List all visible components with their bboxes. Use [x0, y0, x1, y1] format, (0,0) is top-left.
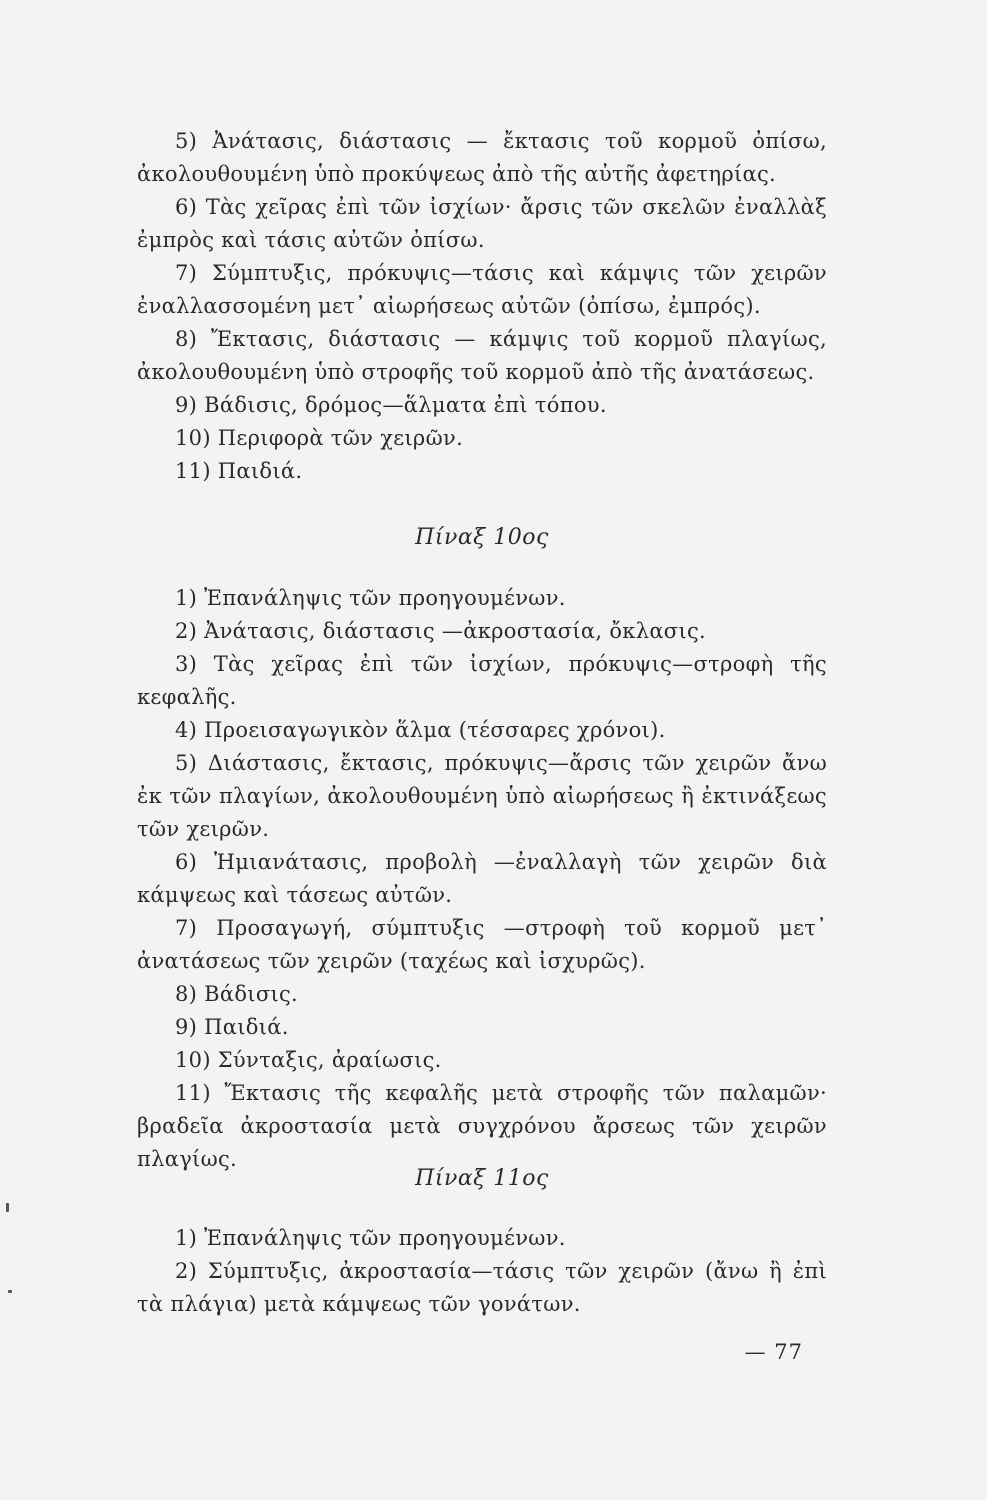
section-heading-table-10: Πίναξ 10ος [415, 525, 549, 550]
list-item: 1) Ἐπανάληψις τῶν προηγουμένων. [175, 586, 566, 610]
list-item: 8) Βάδισις. [175, 982, 299, 1006]
list-item: 5) Ἀνάτασις, διάστασις — ἔκτασις τοῦ κορμοῦ ὀπίσω, ἀκολουθουμένη ὑπὸ προκύψεως ἀπὸ τῆς αὐτῆς ἀφετηρίας. [137, 129, 827, 186]
list-item: 8) Ἔκτασις, διάστασις — κάμψις τοῦ κορμοῦ πλαγίως, ἀκολουθουμένη ὑπὸ στροφῆς τοῦ κορμοῦ ἀπὸ τῆς ἀνατάσεως. [137, 327, 827, 384]
list-item: 2) Σύμπτυξις, ἀκροστασία—τάσις τῶν χειρῶν (ἄνω ἢ ἐπὶ τὰ πλάγια) μετὰ κάμψεως τῶν γονάτων. [137, 1259, 827, 1316]
list-item: 1) Ἐπανάληψις τῶν προηγουμένων. [175, 1226, 566, 1250]
scan-speck [6, 1203, 9, 1212]
exercise-list-table-10 [137, 582, 827, 1176]
list-item: 10) Περιφορὰ τῶν χειρῶν. [175, 426, 464, 450]
list-item: 11) Παιδιά. [175, 459, 303, 483]
list-item: 5) Διάστασις, ἔκτασις, πρόκυψις—ἄρσις τῶν χειρῶν ἄνω ἐκ τῶν πλαγίων, ἀκολουθουμένη ὑπὸ αἰωρήσεως ἢ ἐκτινάξεως τῶν χειρῶν. [137, 751, 827, 841]
list-item: 9) Παιδιά. [175, 1015, 289, 1039]
exercise-list-continued [137, 125, 827, 488]
list-item: 3) Τὰς χεῖρας ἐπὶ τῶν ἰσχίων, πρόκυψις—στροφὴ τῆς κεφαλῆς. [137, 652, 827, 709]
list-item: 10) Σύνταξις, ἀραίωσις. [175, 1048, 442, 1072]
list-item: 7) Σύμπτυξις, πρόκυψις—τάσις καὶ κάμψις τῶν χειρῶν ἐναλλασσομένη μετ᾽ αἰωρήσεως αὐτῶν (ὀπίσω, ἐμπρός). [137, 261, 827, 318]
exercise-list-table-11 [137, 1222, 827, 1321]
list-item: 2) Ἀνάτασις, διάστασις —ἀκροστασία, ὄκλασις. [175, 619, 707, 643]
section-heading-table-11: Πίναξ 11ος [415, 1166, 549, 1191]
scan-speck [8, 1290, 12, 1293]
list-item: 6) Ἡμιανάτασις, προβολὴ —ἐναλλαγὴ τῶν χειρῶν διὰ κάμψεως καὶ τάσεως αὐτῶν. [137, 850, 827, 907]
list-item: 4) Προεισαγωγικὸν ἅλμα (τέσσαρες χρόνοι). [175, 718, 666, 742]
list-item: 6) Τὰς χεῖρας ἐπὶ τῶν ἰσχίων· ἄρσις τῶν σκελῶν ἐναλλὰξ ἐμπρὸς καὶ τάσις αὐτῶν ὀπίσω. [137, 195, 827, 252]
list-item: 7) Προσαγωγή, σύμπτυξις —στροφὴ τοῦ κορμοῦ μετ᾽ ἀνατάσεως τῶν χειρῶν (ταχέως καὶ ἰσχυρῶς). [137, 916, 827, 973]
list-item: 9) Βάδισις, δρόμος—ἅλματα ἐπὶ τόπου. [175, 393, 607, 417]
list-item: 11) Ἔκτασις τῆς κεφαλῆς μετὰ στροφῆς τῶν παλαμῶν· βραδεῖα ἀκροστασία μετὰ συγχρόνου ἄρσεως τῶν χειρῶν πλαγίως. [137, 1081, 827, 1171]
page-number: — 77 [744, 1340, 803, 1364]
